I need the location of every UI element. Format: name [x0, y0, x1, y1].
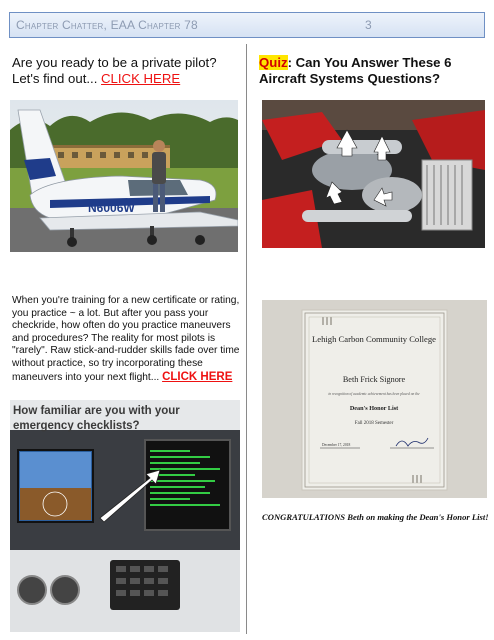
certificate-photo [262, 300, 487, 498]
practice-maneuvers-text [12, 295, 244, 384]
certificate-honor: Dean's Honor List [349, 405, 399, 412]
practice-maneuvers-paragraph: When you're training for a new certificate or rating, you practice ~ a lot. But after you pass your checkride, how often do you practice maneuvers and procedures? The reality for most pilots is "rarely". Raw stick-and-rudder skills fade over time without practice, so try incorporating these maneuvers into your next flight... [12, 295, 240, 383]
quiz-headline-text: : Can You Answer These 6 Aircraft Systems Questions? [259, 55, 452, 86]
checklist-overlay-line2: emergency checklists? [13, 420, 140, 432]
certificate-term: Fall 2018 Semester [354, 421, 394, 426]
private-pilot-question: Are you ready to be a private pilot? Let's find out... [12, 55, 217, 86]
cockpit-photo[interactable] [10, 400, 240, 632]
certificate-college: Lehigh Carbon Community College [312, 334, 436, 344]
airplane-photo [10, 100, 238, 252]
congratulations-caption: CONGRATULATIONS Beth on making the Dean's Honor List! [262, 512, 489, 522]
newsletter-title: Chapter Chatter, EAA Chapter 78 [16, 18, 198, 32]
certificate-date: December 17, 2018 [322, 443, 351, 447]
private-pilot-link[interactable]: CLICK HERE [101, 71, 181, 86]
page-number: 3 [365, 18, 372, 32]
private-pilot-headline [12, 55, 242, 87]
page-header [9, 12, 485, 38]
certificate-recognition: in recognition of academic achievement has been placed on the [328, 392, 420, 396]
engine-photo[interactable] [262, 100, 485, 248]
tail-number: N6006W [88, 201, 135, 215]
certificate-recipient: Beth Frick Signore [342, 375, 406, 384]
quiz-headline[interactable] [259, 55, 489, 87]
maneuvers-link[interactable]: CLICK HERE [162, 370, 233, 383]
column-divider [246, 44, 247, 634]
quiz-link[interactable]: Quiz [259, 55, 288, 70]
checklist-overlay-line1: How familiar are you with your [13, 405, 180, 417]
